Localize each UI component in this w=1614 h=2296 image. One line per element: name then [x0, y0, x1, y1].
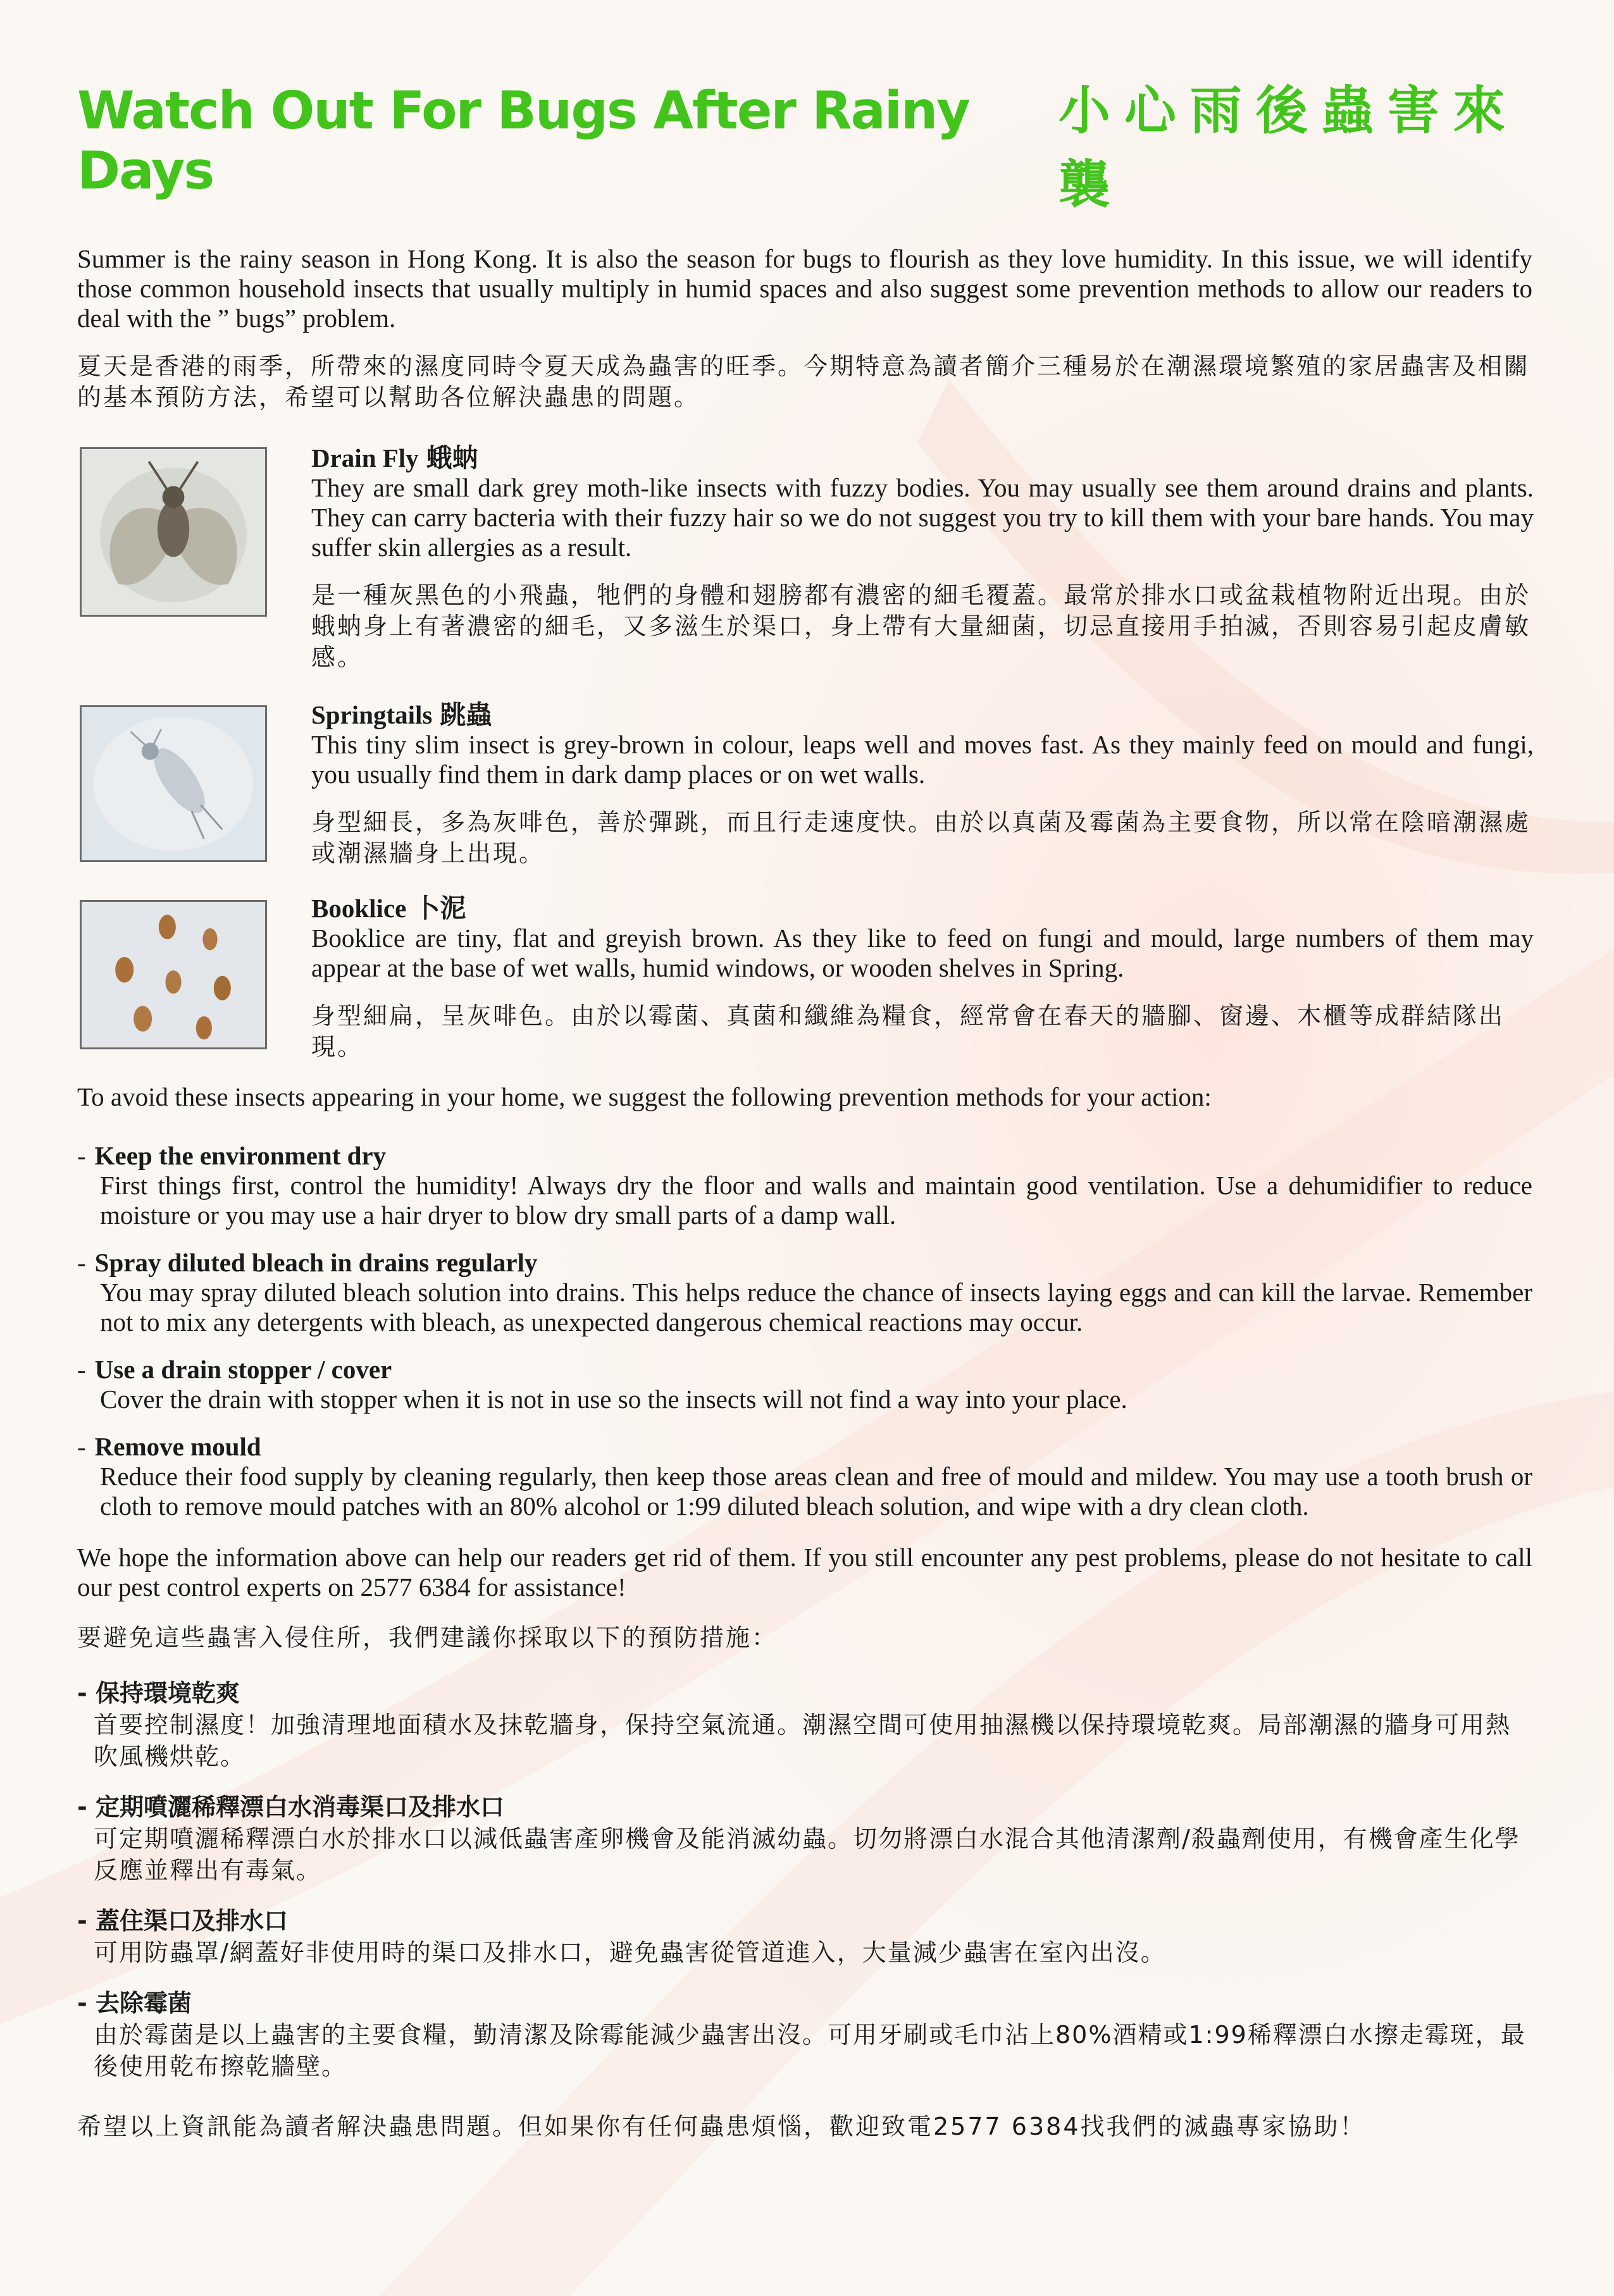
tip-en-2: - Spray diluted bleach in drains regularly You may spray diluted bleach solution into drains. This helps reduce the chance of insects laying eggs and can kill the larvae. Remember not to mix any detergents with bleach, as unexpected dangerous chemical reactions may occur.: [77, 1248, 1532, 1336]
tip-zh-1: [77, 1677, 1532, 1772]
drain-fly-photo: [80, 447, 267, 617]
title-chinese: 小心雨後蟲害來襲: [1058, 81, 1519, 215]
tip-en-4-head: Remove mould: [94, 1432, 261, 1461]
tip-zh-1-head: - 保持環境乾爽: [77, 1679, 240, 1707]
drain-fly-desc-zh: 是一種灰黑色的小飛蟲，牠們的身體和翅膀都有濃密的細毛覆蓋。最常於排水口或盆栽植物附近出現。由於蛾蚋身上有著濃密的細毛，又多滋生於渠口，身上帶有大量細菌，切忌直接用手拍滅，否則容易引起皮膚敏感。: [311, 581, 1531, 671]
tip-zh-4-head: - 去除霉菌: [77, 1989, 192, 2017]
tip-zh-2-body: 可定期噴灑稀釋漂白水於排水口以減低蟲害產卵機會及能消滅幼蟲。切勿將漂白水混合其他清潔劑/殺蟲劑使用，有機會產生化學反應並釋出有毒氣。: [94, 1825, 1520, 1884]
drain-fly-name-en: Drain Fly: [311, 443, 419, 472]
booklice-section: [311, 894, 1534, 1063]
tip-zh-3-body: 可用防蟲罩/網蓋好非使用時的渠口及排水口，避免蟲害從管道進入，大量減少蟲害在室內出沒。: [94, 1939, 1166, 1966]
tip-zh-4: [77, 1987, 1532, 2082]
springtail-desc-zh: 身型細長，多為灰啡色，善於彈跳，而且行走速度快。由於以真菌及霉菌為主要食物，所以常在陰暗潮濕處或潮濕牆身上出現。: [311, 808, 1531, 867]
booklice-desc-zh: 身型細扁，呈灰啡色。由於以霉菌、真菌和纖維為糧食，經常會在春天的牆腳、窗邊、木櫃等成群結隊出現。: [311, 1002, 1505, 1061]
tip-zh-1-body: 首要控制濕度！加強清理地面積水及抹乾牆身，保持空氣流通。潮濕空間可使用抽濕機以保持環境乾爽。局部潮濕的牆身可用熱吹風機烘乾。: [94, 1711, 1512, 1770]
tip-zh-4-body: 由於霉菌是以上蟲害的主要食糧，勤清潔及除霉能減少蟲害出沒。可用牙刷或毛巾沾上80%酒精或1:99稀釋漂白水擦走霉斑，最後使用乾布擦乾牆壁。: [94, 2021, 1526, 2080]
tip-en-1: - Keep the environment dry First things first, control the humidity! Always dry the floor and walls and maintain good ventilation. Use a dehumidifier to reduce moisture or you may use a hair dryer to blow dry small parts of a damp wall.: [77, 1141, 1532, 1230]
prevention-intro-en: To avoid these insects appearing in your home, we suggest the following prevention methods for your action:: [77, 1082, 1212, 1111]
intro-english: Summer is the rainy season in Hong Kong. It is also the season for bugs to flourish as they love humidity. In this issue, we will identify those common household insects that usually multiply in humid spaces and also suggest some prevention methods to allow our readers to deal with the ” bugs” problem.: [77, 244, 1532, 333]
tip-en-1-body: First things first, control the humidity! Always dry the floor and walls and maintain good ventilation. Use a dehumidifier to reduce moisture or you may use a hair dryer to blow dry small parts of a damp wall.: [100, 1171, 1532, 1230]
insect-list: [77, 443, 1532, 1082]
closing-zh: 希望以上資訊能為讀者解決蟲患問題。但如果你有任何蟲患煩惱，歡迎致電2577 6384找我們的滅蟲專家協助！: [77, 2113, 1366, 2140]
tip-zh-2: [77, 1791, 1532, 1886]
tip-en-2-head: Spray diluted bleach in drains regularly: [94, 1248, 538, 1277]
tip-zh-2-head: - 定期噴灑稀釋漂白水消毒渠口及排水口: [77, 1793, 505, 1821]
tip-en-1-head: Keep the environment dry: [94, 1141, 387, 1170]
booklice-name-en: Booklice: [311, 894, 407, 923]
tip-en-3: - Use a drain stopper / cover Cover the drain with stopper when it is not in use so the insects will not find a way into your place.: [77, 1355, 1532, 1414]
tip-en-4: - Remove mould Reduce their food supply by cleaning regularly, then keep those areas clean and free of mould and mildew. You may use a tooth brush or cloth to remove mould patches with an 80% alcohol or 1:99 diluted bleach solution, and wipe with a dry clean cloth.: [77, 1432, 1532, 1521]
booklice-title: [311, 894, 1534, 923]
springtail-title: [311, 700, 1534, 730]
drain-fly-section: [311, 443, 1534, 673]
drain-fly-desc-en: They are small dark grey moth-like insects with fuzzy bodies. You may usually see them around drains and plants. They can carry bacteria with their fuzzy hair so we do not suggest you try to kill them with your bare hands. You may suffer skin allergies as a result.: [311, 473, 1534, 562]
drain-fly-name-zh: 蛾蚋: [426, 443, 478, 473]
tip-zh-3-head: - 蓋住渠口及排水口: [77, 1907, 289, 1935]
prevention-intro-zh: 要避免這些蟲害入侵住所，我們建議你採取以下的預防措施：: [77, 1624, 778, 1651]
springtail-photo: [80, 705, 267, 862]
springtail-name-en: Springtails: [311, 700, 433, 729]
booklice-name-zh: 卜泥: [414, 893, 466, 923]
page-title: [77, 70, 1532, 218]
page-content: [77, 70, 1532, 2160]
tip-zh-3: [77, 1905, 1532, 1968]
springtail-name-zh: 跳蟲: [440, 700, 492, 730]
springtail-icon: [82, 707, 265, 860]
booklice-desc-en: Booklice are tiny, flat and greyish brown. As they like to feed on fungi and mould, large numbers of them may appear at the base of wet walls, humid windows, or wooden shelves in Spring.: [311, 923, 1534, 982]
springtail-section: [311, 700, 1534, 869]
intro-chinese: 夏天是香港的雨季，所帶來的濕度同時令夏天成為蟲害的旺季。今期特意為讀者簡介三種易於在潮濕環境繁殖的家居蟲害及相關的基本預防方法，希望可以幫助各位解決蟲患的問題。: [77, 352, 1530, 411]
springtail-desc-en: This tiny slim insect is grey-brown in colour, leaps well and moves fast. As they mainly feed on mould and fungi, you usually find them in dark damp places or on wet walls.: [311, 730, 1534, 789]
booklice-icon: [82, 902, 265, 1047]
tip-en-4-body: Reduce their food supply by cleaning regularly, then keep those areas clean and free of mould and mildew. You may use a tooth brush or cloth to remove mould patches with an 80% alcohol or 1:99 diluted bleach solution, and wipe with a dry clean cloth.: [100, 1462, 1532, 1521]
tip-en-3-head: Use a drain stopper / cover: [94, 1355, 392, 1384]
closing-en: We hope the information above can help our readers get rid of them. If you still encounter any pest problems, please do not hesitate to call our pest control experts on 2577 6384 for assistance!: [77, 1543, 1532, 1602]
drain-fly-icon: [82, 449, 265, 615]
tip-en-3-body: Cover the drain with stopper when it is not in use so the insects will not find a way into your place.: [100, 1385, 1127, 1414]
drain-fly-title: [311, 443, 1534, 473]
booklice-photo: [80, 900, 267, 1049]
tip-en-2-body: You may spray diluted bleach solution into drains. This helps reduce the chance of insects laying eggs and can kill the larvae. Remember not to mix any detergents with bleach, as unexpected dangerous chemical reactions may occur.: [100, 1278, 1532, 1336]
title-english: Watch Out For Bugs After Rainy Days: [77, 81, 969, 201]
